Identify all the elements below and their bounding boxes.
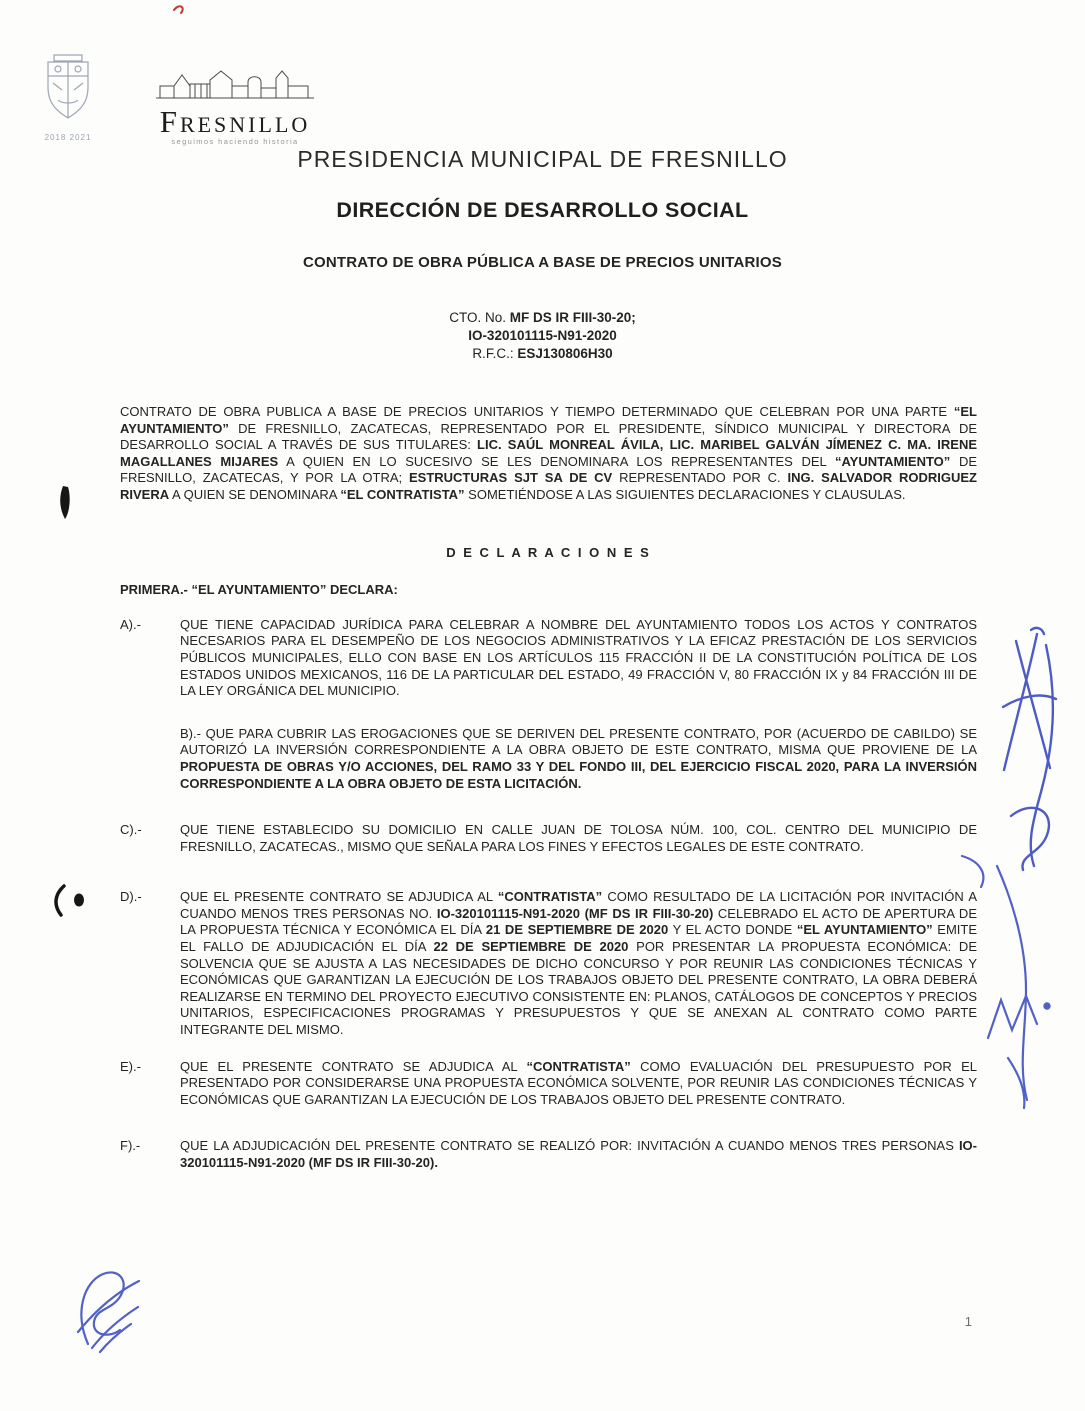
clause-a-label: A).- xyxy=(120,616,141,632)
declarations-heading: D E C L A R A C I O N E S xyxy=(446,544,651,560)
clause-e-label: E).- xyxy=(120,1058,141,1074)
scan-ink-mark-lower xyxy=(56,886,84,915)
clause-f xyxy=(120,1138,977,1171)
clause-d xyxy=(120,889,977,1038)
contract-reference-block xyxy=(0,309,1085,363)
clause-d-label: D).- xyxy=(120,889,142,905)
rfc-value: ESJ130806H30 xyxy=(517,346,613,361)
contract-number-line xyxy=(0,309,1085,327)
clause-e xyxy=(120,1059,977,1109)
cto-value: MF DS IR FIII-30-20; xyxy=(509,310,636,325)
clause-f-label: F).- xyxy=(120,1138,141,1154)
contract-body xyxy=(120,404,977,1172)
intro-paragraph: CONTRATO DE OBRA PUBLICA A BASE DE PRECIOS UNITARIOS Y TIEMPO DETERMINADO QUE CELEBRAN POR UNA PARTE “EL AYUNTAMIENTO” DE FRESNILLO, ZACATECAS, REPRESENTADO POR EL PRESIDENTE, SÍNDICO MUNICIPAL Y DIRECTORA DE DESARROLLO SOCIAL A TRAVÉS DE SUS TITULARES: LIC. SAÚL MONREAL ÁVILA, LIC. MARIBEL GALVÁN JÍMENEZ C. MA. IRENE MAGALLANES MIJARES A QUIEN EN LO SUCESIVO SE LES DENOMINARA LOS REPRESENTANTES DEL “AYUNTAMIENTO” DE FRESNILLO, ZACATECAS, Y POR LA OTRA; ESTRUCTURAS SJT SA DE CV REPRESENTADO POR C. ING. SALVADOR RODRIGUEZ RIVERA A QUIEN SE DENOMINARA “EL CONTRATISTA” SOMETIÉNDOSE A LAS SIGUIENTES DECLARACIONES Y CLAUSULAS. xyxy=(120,404,978,502)
scan-ink-mark-upper xyxy=(60,486,69,519)
fresnillo-tagline: seguimos haciendo historia xyxy=(171,137,299,146)
document-title: PRESIDENCIA MUNICIPAL DE FRESNILLO xyxy=(297,146,788,172)
clause-c xyxy=(120,822,977,855)
clause-b-text: B).- QUE PARA CUBRIR LAS EROGACIONES QUE SE DERIVEN DEL PRESENTE CONTRATO, POR (ACUERDO DE CABILDO) SE AUTORIZÓ LA INVERSIÓN CORRESPONDIENTE A LA OBRA OBJETO DE ESTE CONTRATO, MISMA QUE PROVIENE DE LA PROPUESTA DE OBRAS Y/O ACCIONES, DEL RAMO 33 Y DEL FONDO III, DEL EJERCICIO FISCAL 2020, PARA LA INVERSIÓN CORRESPONDIENTE A LA OBRA OBJETO DE ESTA LICITACIÓN. xyxy=(180,725,977,791)
fresnillo-logo xyxy=(146,66,324,146)
crest-caption: 2018 2021 xyxy=(44,133,92,142)
clause-c-text: QUE TIENE ESTABLECIDO SU DOMICILIO EN CALLE JUAN DE TOLOSA NÚM. 100, COL. CENTRO DEL MUNICIPIO DE FRESNILLO, ZACATECAS., MISMO QUE SEÑALA PARA LOS FINES Y EFECTOS LEGALES DE ESTE CONTRATO. xyxy=(180,822,977,854)
primera-heading: PRIMERA.- “EL AYUNTAMIENTO” DECLARA: xyxy=(120,582,398,598)
rfc-label: R.F.C.: xyxy=(472,346,518,361)
municipal-crest-logo xyxy=(38,52,98,142)
signature-ink-bottom-left xyxy=(78,1272,139,1352)
cto-label: CTO. No. xyxy=(449,310,510,325)
red-ink-mark-top xyxy=(174,6,183,13)
clause-f-text: QUE LA ADJUDICACIÓN DEL PRESENTE CONTRATO SE REALIZÓ POR: INVITACIÓN A CUANDO MENOS TRES PERSONAS IO-320101115-N91-2020 (MF DS IR FIII-30-20). xyxy=(180,1138,977,1170)
fresnillo-skyline-icon xyxy=(154,66,316,104)
clause-b-label xyxy=(120,726,180,792)
clause-a-text: QUE TIENE CAPACIDAD JURÍDICA PARA CELEBRAR A NOMBRE DEL AYUNTAMIENTO TODOS LOS ACTOS Y CONTRATOS NECESARIOS PARA EL DESEMPEÑO DE LOS NEGOCIOS ADMINISTRATIVOS Y LA EFICAZ PRESTACIÓN DE LOS SERVICIOS PÚBLICOS MUNICIPALES, ELLO CON BASE EN LOS ARTÍCULOS 115 FRACCIÓN II DE LA CONSTITUCIÓN POLÍTICA DE LOS ESTADOS UNIDOS MEXICANOS, 116 DE LA PARTICULAR DEL ESTADO, 49 FRACCIÓN V, 80 FRACCIÓN IX y 84 FRACCIÓN III DE LA LEY ORGÁNICA DEL MUNICIPIO. xyxy=(180,616,977,699)
crest-icon xyxy=(40,52,96,126)
signature-ink-upper-right xyxy=(1003,628,1056,870)
rfc-line xyxy=(0,345,1085,363)
department-title: DIRECCIÓN DE DESARROLLO SOCIAL xyxy=(336,198,749,222)
clause-e-text: QUE EL PRESENTE CONTRATO SE ADJUDICA AL “CONTRATISTA” COMO EVALUACIÓN DEL PRESUPUESTO POR EL PRESENTADO POR CONSIDERARSE UNA PROPUESTA ECONÓMICA SOLVENTE, POR REUNIR LAS CONDICIONES TÉCNICAS Y ECONÓMICAS QUE GARANTIZAN LA EJECUCIÓN DE LOS TRABAJOS OBJETO DEL PRESENTE CONTRATO. xyxy=(180,1058,977,1107)
clause-d-text: QUE EL PRESENTE CONTRATO SE ADJUDICA AL “CONTRATISTA” COMO RESULTADO DE LA LICITACIÓN POR INVITACIÓN A CUANDO MENOS TRES PERSONAS NO. IO-320101115-N91-2020 (MF DS IR FIII-30-20) CELEBRADO EL ACTO DE APERTURA DE LA PROPUESTA TÉCNICA Y ECONÓMICA EL DÍA 21 DE SEPTIEMBRE DE 2020 Y EL ACTO DONDE “EL AYUNTAMIENTO” EMITE EL FALLO DE ADJUDICACIÓN EL DÍA 22 DE SEPTIEMBRE DE 2020 POR PRESENTAR LA PROPUESTA ECONÓMICA: DE SOLVENCIA QUE SE AJUSTA A LAS NECESIDADES DE DICHO CONCURSO Y POR REUNIR LAS CONDICIONES TÉCNICAS Y ECONÓMICAS QUE GARANTIZAN LA EJECUCIÓN DE LOS TRABAJOS OBJETO DEL PRESENTE CONTRATO, LA OBRA DEBERÁ REALIZARSE EN TERMINO DEL PROYECTO EJECUTIVO CONSISTENTE EN: PLANOS, CATÁLOGOS DE CONCEPTOS Y PRECIOS UNITARIOS, ESPECIFICACIONES PROGRAMAS Y PRESUPUESTOS Y QUE SE ANEXAN AL CONTRATO COMO PARTE INTEGRANTE DEL MISMO. xyxy=(180,889,977,1038)
clause-a xyxy=(120,617,977,700)
fresnillo-wordmark: Fresnillo xyxy=(159,104,311,139)
contract-type-title: CONTRATO DE OBRA PÚBLICA A BASE DE PRECIOS UNITARIOS xyxy=(302,254,783,271)
io-number-line: IO-320101115-N91-2020 xyxy=(468,328,617,343)
clause-b xyxy=(120,726,977,792)
page-number: 1 xyxy=(964,1314,972,1329)
clause-c-label: C).- xyxy=(120,822,142,838)
